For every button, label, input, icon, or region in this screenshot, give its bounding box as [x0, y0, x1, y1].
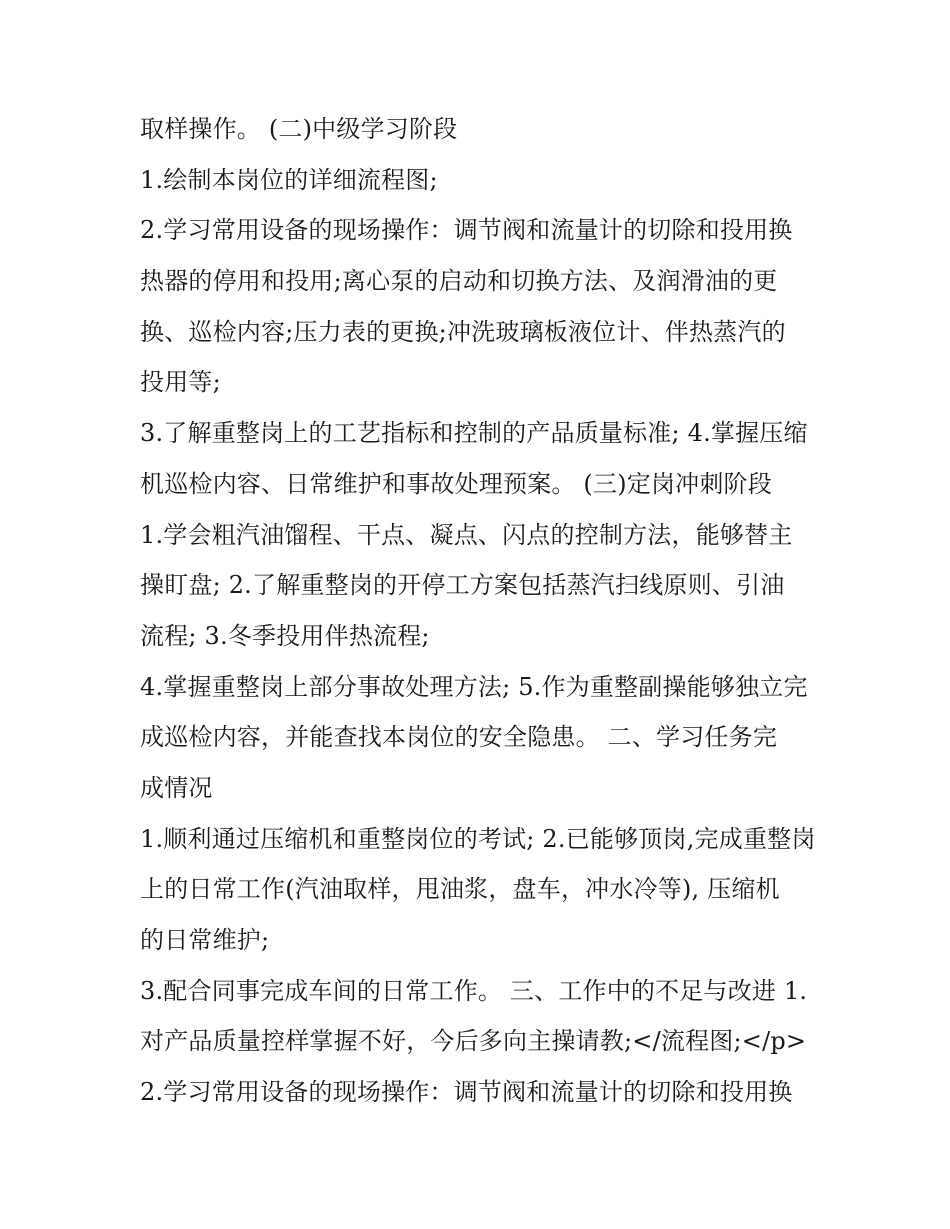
text-line: 2.学习常用设备的现场操作：调节阀和流量计的切除和投用换 — [140, 1078, 793, 1107]
text-line: 1.顺利通过压缩机和重整岗位的考试; 2.已能够顶岗,完成重整岗 — [140, 824, 816, 853]
text-line: 1.学会粗汽油馏程、干点、凝点、闪点的控制方法，能够替主 — [140, 520, 793, 549]
text-line: 取样操作。 (二)中级学习阶段 — [140, 115, 458, 143]
text-line: 流程; 3.冬季投用伴热流程; — [140, 621, 430, 650]
text-line: 4.掌握重整岗上部分事故处理方法; 5.作为重整副操能够独立完 — [140, 672, 808, 701]
text-line: 1.绘制本岗位的详细流程图; — [140, 165, 438, 194]
text-line: 操盯盘; 2.了解重整岗的开停工方案包括蒸汽扫线原则、引油 — [140, 571, 785, 600]
text-line: 热器的停用和投用;离心泵的启动和切换方法、及润滑油的更 — [140, 267, 778, 296]
document-body — [140, 104, 820, 1118]
text-line: 的日常维护; — [140, 926, 270, 954]
text-line: 2.学习常用设备的现场操作：调节阀和流量计的切除和投用换 — [140, 216, 793, 245]
text-line: 成情况 — [140, 773, 213, 802]
text-line: 上的日常工作(汽油取样，甩油浆，盘车，冲水冷等), 压缩机 — [140, 875, 780, 904]
text-line: 3.配合同事完成车间的日常工作。 三、工作中的不足与改进 1. — [140, 976, 808, 1005]
text-line: 机巡检内容、日常维护和事故处理预案。 (三)定岗冲刺阶段 — [140, 469, 772, 498]
text-line: 3.了解重整岗上的工艺指标和控制的产品质量标准; 4.掌握压缩 — [140, 419, 808, 448]
text-line: 投用等; — [140, 368, 221, 397]
text-line: 成巡检内容，并能查找本岗位的安全隐患。 二、学习任务完 — [140, 723, 778, 752]
text-line: 换、巡检内容;压力表的更换;冲洗玻璃板液位计、伴热蒸汽的 — [140, 317, 786, 346]
text-line: 对产品质量控样掌握不好，今后多向主操请教;</流程图;</p> — [140, 1027, 807, 1056]
